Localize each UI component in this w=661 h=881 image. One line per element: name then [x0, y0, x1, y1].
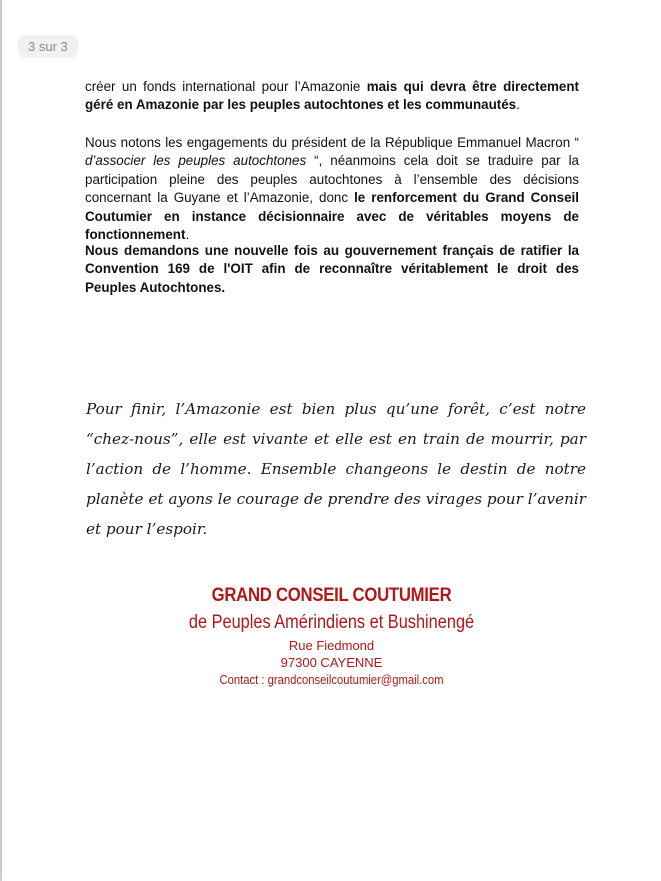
closing-statement: Pour finir, l’Amazonie est bien plus qu’une forêt, c’est notre “chez-nous”, elle est vivante et elle est en train de mourrir, par l’action de l’homme. Ensemble changeons le destin de notre planète et ayons le courage de prendre des virages pour l’avenir et pour l’espoir.	[86, 400, 586, 538]
organization-subtitle: de Peuples Amérindiens et Bushinengé	[188, 612, 475, 633]
organization-name: GRAND CONSEIL COUTUMIER	[211, 585, 452, 606]
contact-email: Contact : grandconseilcoutumier@gmail.com	[219, 673, 444, 687]
signature-block	[2, 583, 661, 689]
paragraph-fund-bold: mais qui devra être directement géré en Amazonie par les peuples autochtones et les communautés	[85, 79, 580, 113]
page-indicator: 3 sur 3	[18, 35, 78, 58]
paragraph-fund-text: créer un fonds international pour l’Amazonie	[85, 79, 367, 94]
paragraph-macron-bold: le renforcement du Grand Conseil Coutumier en instance décisionnaire avec de véritables moyens de fonctionnement	[85, 190, 579, 243]
document-page	[2, 0, 661, 881]
paragraph-fund	[85, 78, 579, 115]
paragraph-macron-part1: Nous notons les engagements du président de la République Emmanuel Macron “	[85, 135, 579, 150]
paragraph-macron	[85, 134, 579, 244]
paragraph-fund-end: .	[516, 97, 520, 113]
paragraph-convention: Nous demandons une nouvelle fois au gouvernement français de ratifier la Convention 169 de l'OIT afin de reconnaître véritablement le droit des Peuples Autochtones.	[85, 243, 579, 295]
address-street: Rue Fiedmond	[288, 638, 375, 653]
paragraph-macron-quote: d’associer les peuples autochtones	[85, 153, 307, 169]
paragraph-macron-end: .	[185, 227, 190, 243]
address-city: 97300 CAYENNE	[280, 655, 383, 670]
paragraph-macron-part2: “, néanmoins cela doit se traduire par la participation pleine des peuples autochtones à l’ensemble des décisions concernant la Guyane et l’Amazonie, donc	[85, 153, 579, 206]
